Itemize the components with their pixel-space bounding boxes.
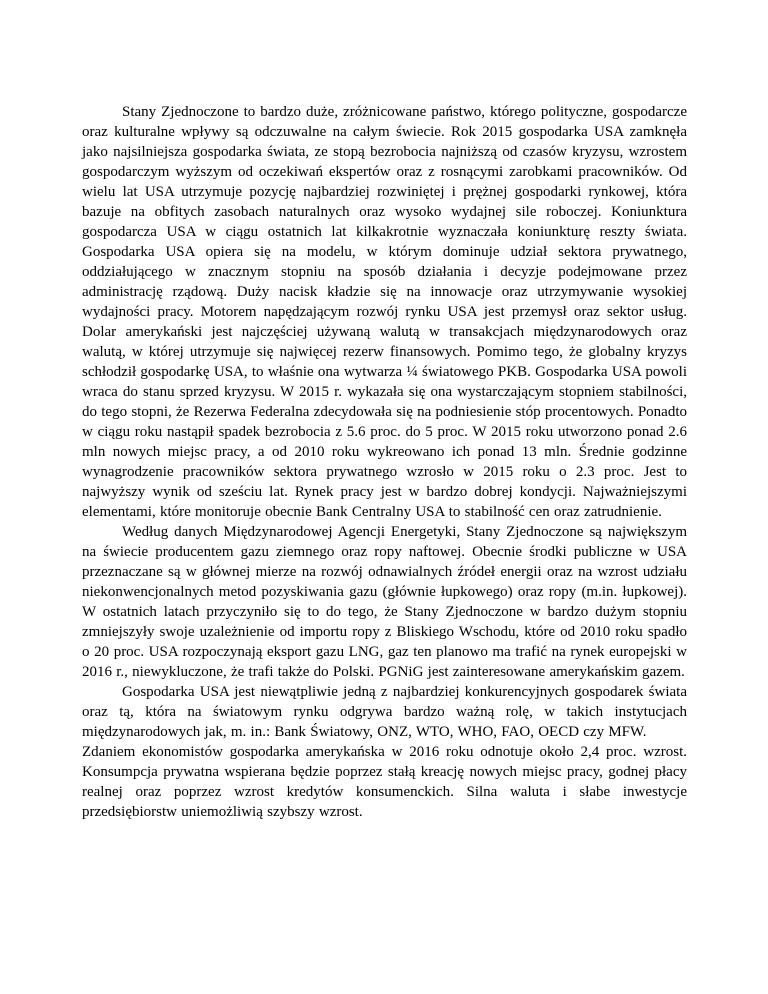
paragraph-1: Stany Zjednoczone to bardzo duże, zróżnicowane państwo, którego polityczne, gospodarcze oraz kulturalne wpływy są odczuwalne na całym świecie. Rok 2015 gospodarka USA zamknęła jako najsilniejsza gospodarka świata, ze stopą bezrobocia najniższą od czasów kryzysu, wzrostem gospodarczym wyższym od oczekiwań ekspertów oraz z rosnącymi zarobkami pracowników. Od wielu lat USA utrzymuje pozycję najbardziej rozwiniętej i prężnej gospodarki rynkowej, która bazuje na obfitych zasobach naturalnych oraz wysoko wydajnej sile roboczej. Koniunktura gospodarcza USA w ciągu ostatnich lat kilkakrotnie wyznaczała koniunkturę reszty świata. Gospodarka USA opiera się na modelu, w którym dominuje udział sektora prywatnego, oddziałującego w znacznym stopniu na sposób działania i decyzje podejmowane przez administrację rządową. Duży nacisk kładzie się na innowacje oraz utrzymywanie wysokiej wydajności pracy. Motorem napędzającym rozwój rynku USA jest przemysł oraz sektor usług. Dolar amerykański jest najczęściej używaną walutą w transakcjach międzynarodowych oraz walutą, w której utrzymuje się najwięcej rezerw finansowych. Pomimo tego, że globalny kryzys schłodził gospodarkę USA, to właśnie ona wytwarza ¼ światowego PKB. Gospodarka USA powoli wraca do stanu sprzed kryzysu. W 2015 r. wykazała się ona wystarczającym stopniem stabilności, do tego stopni, że Rezerwa Federalna zdecydowała się na podniesienie stóp procentowych. Ponadto w ciągu roku nastąpił spadek bezrobocia z 5.6 proc. do 5 proc. W 2015 roku utworzono ponad 2.6 mln nowych miejsc pracy, a od 2010 roku wykreowano ich ponad 13 mln. Średnie godzinne wynagrodzenie pracowników sektora prywatnego wzrosło w 2015 roku o 2.3 proc. Jest to najwyższy wynik od sześciu lat. Rynek pracy jest w bardzo dobrej kondycji. Najważniejszymi elementami, które monitoruje obecnie Bank Centralny USA to stabilność cen oraz zatrudnienie. [82,104,687,520]
paragraph-2: Według danych Międzynarodowej Agencji Energetyki, Stany Zjednoczone są największym na świecie producentem gazu ziemnego oraz ropy naftowej. Obecnie środki publiczne w USA przeznaczane są w głównej mierze na rozwój odnawialnych źródeł energii oraz na wzrost udziału niekonwencjonalnych metod pozyskiwania gazu (głównie łupkowego) oraz ropy (m.in. łupkowej). W ostatnich latach przyczyniło się to do tego, że Stany Zjednoczone w bardzo dużym stopniu zmniejszyły swoje uzależnienie od importu ropy z Bliskiego Wschodu, które od 2010 roku spadło o 20 proc. USA rozpoczynają eksport gazu LNG, gaz ten planowo ma trafić na rynek europejski w 2016 r., niewykluczone, że trafi także do Polski. PGNiG jest zainteresowane amerykańskim gazem. [82,524,687,680]
paragraph-3: Gospodarka USA jest niewątpliwie jedną z najbardziej konkurencyjnych gospodarek świata oraz tą, która na światowym rynku odgrywa bardzo ważną rolę, w takich instytucjach międzynarodowych jak, m. in.: Bank Światowy, ONZ, WTO, WHO, FAO, OECD czy MFW. [82,684,687,740]
document-body [82,102,687,822]
paragraph-4: Zdaniem ekonomistów gospodarka amerykańska w 2016 roku odnotuje około 2,4 proc. wzrost. Konsumpcja prywatna wspierana będzie poprzez stałą kreację nowych miejsc pracy, godnej płacy realnej oraz poprzez wzrost kredytów konsumenckich. Silna waluta i słabe inwestycje przedsiębiorstw uniemożliwią szybszy wzrost. [82,744,687,820]
